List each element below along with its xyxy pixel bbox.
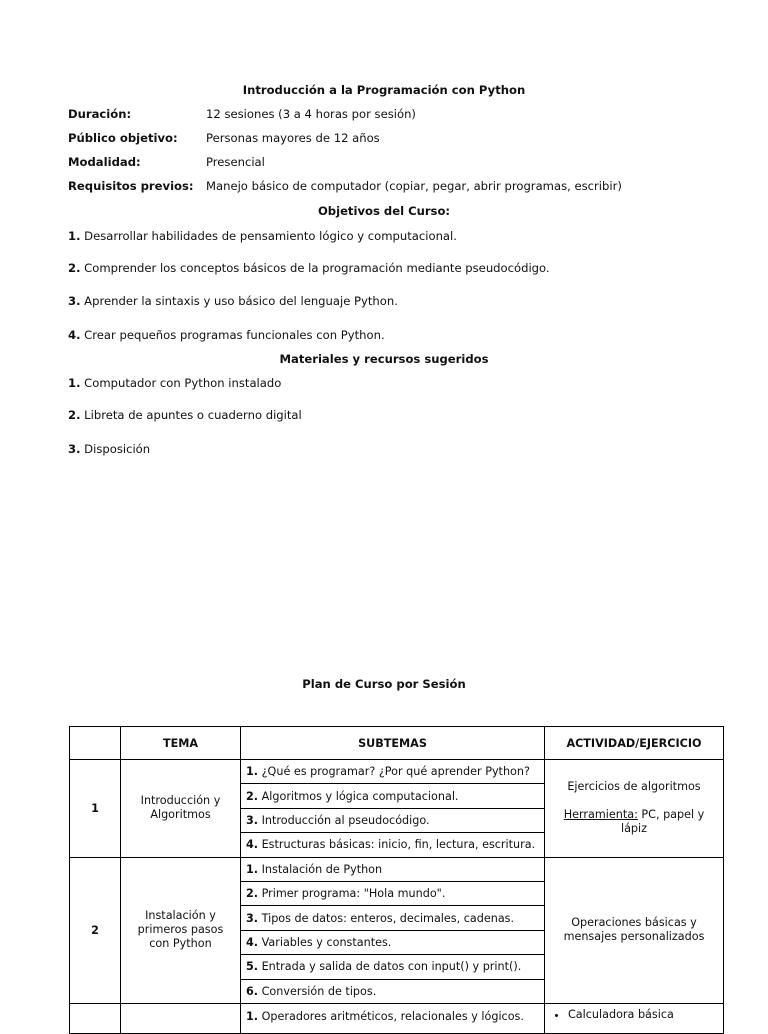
document-title: Introducción a la Programación con Python [242, 83, 526, 97]
objective-number: 2. [68, 261, 81, 275]
session-tema: Instalación y primeros pasos con Python [121, 857, 241, 1003]
subtema-number: 1. [246, 862, 259, 876]
subtema-text: Variables y constantes. [261, 935, 392, 949]
info-value-publico: Personas mayores de 12 años [206, 131, 380, 145]
material-text: Libreta de apuntes o cuaderno digital [84, 408, 302, 422]
course-plan-table [69, 726, 724, 1034]
subtema-cell [241, 881, 545, 905]
subtema-text: Algoritmos y lógica computacional. [261, 789, 459, 803]
session-number [70, 1003, 121, 1033]
subtema-number: 6. [246, 984, 259, 998]
subtema-text: ¿Qué es programar? ¿Por qué aprender Python? [261, 765, 530, 779]
info-value-requisitos: Manejo básico de computador (copiar, pegar, abrir programas, escribir) [206, 179, 622, 193]
info-label-modalidad: Modalidad: [68, 155, 141, 169]
subtema-text: Entrada y salida de datos con input() y print(). [261, 960, 522, 974]
subtema-number: 1. [246, 765, 259, 779]
material-number: 1. [68, 376, 81, 390]
subtema-text: Instalación de Python [261, 862, 383, 876]
subtema-number: 2. [246, 887, 259, 901]
subtema-cell [241, 857, 545, 881]
session-actividad [545, 760, 724, 858]
objective-text: Crear pequeños programas funcionales con Python. [84, 328, 385, 342]
header-subtemas: SUBTEMAS [241, 727, 545, 760]
subtema-number: 1. [246, 1009, 259, 1023]
subtema-cell [241, 808, 545, 832]
subtema-number: 4. [246, 935, 259, 949]
material-text: Disposición [84, 442, 151, 456]
subtema-text: Primer programa: "Hola mundo". [261, 887, 446, 901]
subtema-number: 5. [246, 960, 259, 974]
objective-item [68, 261, 550, 275]
session-number: 2 [70, 857, 121, 1003]
info-label-duracion: Duración: [68, 107, 132, 121]
material-number: 3. [68, 442, 81, 456]
subtema-number: 2. [246, 789, 259, 803]
subtema-number: 3. [246, 813, 259, 827]
herramienta-line [550, 808, 718, 836]
subtema-text: Estructuras básicas: inicio, fin, lectura, escritura. [261, 838, 536, 852]
session-actividad [545, 857, 724, 1003]
subtema-cell [241, 955, 545, 979]
objective-item [68, 229, 457, 243]
objective-number: 4. [68, 328, 81, 342]
objectives-heading: Objetivos del Curso: [317, 204, 451, 218]
session-tema [121, 1003, 241, 1033]
subtema-cell [241, 760, 545, 784]
objective-item [68, 294, 398, 308]
subtema-number: 3. [246, 911, 259, 925]
table-header-row [70, 727, 724, 760]
info-label-publico: Público objetivo: [68, 131, 178, 145]
herramienta-value: PC, papel y lápiz [620, 808, 705, 836]
subtema-cell [241, 833, 545, 857]
subtema-cell [241, 906, 545, 930]
objective-text: Desarrollar habilidades de pensamiento lógico y computacional. [84, 229, 457, 243]
herramienta-label: Herramienta: [563, 808, 638, 822]
material-text: Computador con Python instalado [84, 376, 282, 390]
subtema-cell [241, 930, 545, 954]
material-item [68, 442, 150, 456]
objective-text: Aprender la sintaxis y uso básico del lenguaje Python. [84, 294, 398, 308]
actividad-text: Operaciones básicas y mensajes personalizados [563, 916, 705, 944]
subtema-number: 4. [246, 838, 259, 852]
material-item [68, 408, 302, 422]
objective-text: Comprender los conceptos básicos de la programación mediante pseudocódigo. [84, 261, 550, 275]
header-tema: TEMA [121, 727, 241, 760]
subtema-cell [241, 979, 545, 1003]
info-value-duracion: 12 sesiones (3 a 4 horas por sesión) [206, 107, 416, 121]
subtema-text: Tipos de datos: enteros, decimales, cadenas. [261, 911, 515, 925]
session-actividad [545, 1003, 724, 1033]
session-tema: Introducción y Algoritmos [121, 760, 241, 858]
actividad-bullet-list [550, 1008, 718, 1022]
info-value-modalidad: Presencial [206, 155, 265, 169]
objective-item [68, 328, 385, 342]
table-row [70, 760, 724, 784]
subtema-cell [241, 784, 545, 808]
info-label-requisitos: Requisitos previos: [68, 179, 194, 193]
subtema-text: Operadores aritméticos, relacionales y lógicos. [261, 1009, 524, 1023]
header-actividad: ACTIVIDAD/EJERCICIO [545, 727, 724, 760]
objective-number: 3. [68, 294, 81, 308]
actividad-text: Ejercicios de algoritmos [567, 780, 701, 794]
objective-number: 1. [68, 229, 81, 243]
material-number: 2. [68, 408, 81, 422]
session-number: 1 [70, 760, 121, 858]
subtema-text: Conversión de tipos. [261, 984, 377, 998]
subtema-text: Introducción al pseudocódigo. [261, 813, 430, 827]
materials-heading: Materiales y recursos sugeridos [279, 352, 489, 366]
plan-heading: Plan de Curso por Sesión [302, 677, 466, 691]
table-row [70, 1003, 724, 1033]
subtema-cell [241, 1003, 545, 1033]
actividad-bullet: • Calculadora básica [568, 1008, 718, 1022]
header-session [70, 727, 121, 760]
material-item [68, 376, 281, 390]
table-row [70, 857, 724, 881]
